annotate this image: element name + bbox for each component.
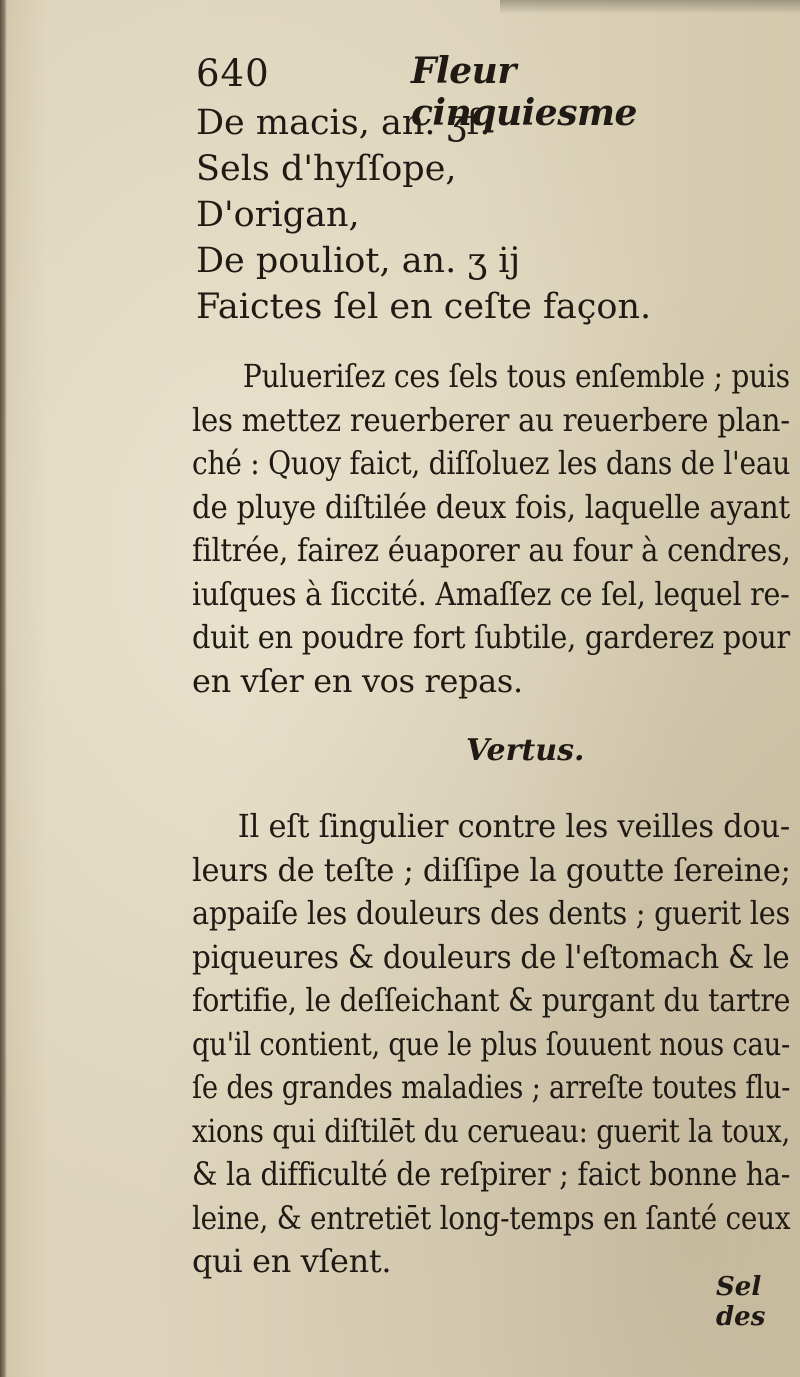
section-heading: Vertus.	[466, 733, 585, 768]
recipe-line: De macis, an. ʒſ.	[196, 103, 491, 143]
running-title: Fleur cinquiesme	[411, 50, 637, 134]
paragraph-line: iuſques à ſiccité. Amaſſez ce ſel, lequel re-	[192, 574, 790, 613]
paragraph-line: leurs de teſte ; diſſipe la goutte ſereine;	[192, 850, 791, 889]
paragraph-line: & la difficulté de reſpirer ; faict bonne ha-	[192, 1155, 791, 1193]
page-top-shadow	[500, 0, 800, 14]
recipe-line: De pouliot, an. ʒ ij	[196, 241, 521, 281]
paragraph-line: leine, & entretiēt long-temps en ſanté ceux	[192, 1198, 791, 1237]
catchword: Sel des	[716, 1272, 766, 1332]
paragraph-line: ché : Quoy faict, diſſoluez les dans de l'eau	[192, 444, 791, 482]
paragraph-line: les mettez reuerberer au reuerbere plan-	[192, 400, 790, 439]
paragraph-line: duit en poudre fort ſubtile, garderez pour	[192, 618, 790, 656]
page-number: 640	[196, 52, 270, 95]
paragraph-line: qu'il contient, que le plus ſouuent nous cau-	[192, 1024, 790, 1063]
recipe-line: Sels d'hyſſope,	[196, 149, 457, 189]
page-binding-edge	[0, 0, 7, 1377]
recipe-line: D'origan,	[196, 195, 360, 235]
paragraph-line: de pluye diſtilée deux fois, laquelle ayant	[192, 487, 790, 526]
recipe-list	[196, 100, 651, 330]
recipe-line: Faictes ſel en ceſte façon.	[196, 287, 652, 327]
preparation-paragraph	[192, 355, 792, 703]
paragraph-line: Il eſt ſingulier contre les veilles dou-	[237, 807, 790, 845]
paragraph-line: filtrée, fairez éuaporer au four à cendres,	[192, 531, 791, 569]
paragraph-line: appaiſe les douleurs des dents ; guerit les	[192, 894, 790, 932]
paragraph-line: fortifie, le deſſeichant & purgant du tartre	[192, 981, 791, 1019]
paragraph-line: ſe des grandes maladies ; arreſte toutes flu-	[192, 1068, 791, 1106]
paragraph-line: piqueures & douleurs de l'eſtomach & le	[192, 937, 790, 976]
paragraph-line: qui en vſent.	[192, 1242, 392, 1280]
virtues-paragraph	[192, 805, 792, 1284]
paragraph-line: en vſer en vos repas.	[192, 661, 523, 700]
paragraph-line: xions qui diſtilēt du cerueau: guerit la toux,	[192, 1111, 791, 1150]
paragraph-line: Pulueriſez ces ſels tous enſemble ; puis	[242, 357, 790, 395]
